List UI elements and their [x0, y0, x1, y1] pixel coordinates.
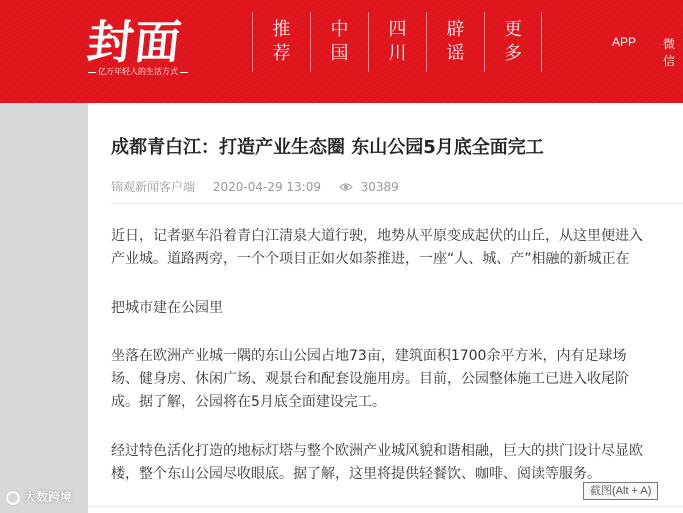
article-paragraph [111, 345, 683, 414]
paragraph-line: 产业城。道路两旁，一个个项目正如火如荼推进，一座“人、城、产”相融的新城正在 [111, 251, 630, 267]
nav-label: 辟谣 [446, 19, 465, 64]
eye-icon [339, 182, 353, 192]
nav-label: 推荐 [272, 19, 291, 64]
paragraph-line: 楼，整个东山公园尽收眼底。据了解，这里将提供轻餐饮、咖啡、阅读等服务。 [111, 466, 601, 482]
paragraph-line: 成。据了解，公园将在5月底全面建设完工。 [111, 394, 386, 410]
meta-divider [111, 203, 683, 204]
article-title: 成都青白江：打造产业生态圈 东山公园5月底全面完工 [111, 137, 544, 158]
article-meta [111, 178, 399, 195]
nav-item-sichuan[interactable] [368, 12, 426, 72]
app-link[interactable]: APP [612, 35, 637, 49]
article-card [88, 103, 683, 513]
watermark [6, 488, 72, 505]
nav-label: 中国 [330, 19, 349, 64]
article-source[interactable]: 锦观新闻客户端 [111, 180, 196, 194]
logo-text: 封面 [84, 15, 185, 69]
article-paragraph [111, 225, 683, 271]
nav-item-rumor[interactable] [426, 12, 484, 72]
nav-item-recommend[interactable] [252, 12, 310, 72]
nav-item-china[interactable] [310, 12, 368, 72]
page-bottom-edge [88, 506, 683, 513]
article-paragraph [111, 440, 683, 486]
watermark-text: 大数跨境 [24, 490, 73, 504]
article-datetime: 2020-04-29 13:09 [212, 180, 321, 194]
article-subheading [111, 297, 683, 320]
paragraph-line: 把城市建在公园里 [111, 300, 223, 316]
watermark-logo-icon [6, 491, 20, 505]
view-count: 30389 [360, 180, 399, 194]
logo-slogan: 亿万年轻人的生活方式 [86, 66, 198, 77]
paragraph-line: 坐落在欧洲产业城一隅的东山公园占地73亩，建筑面积1700余平方米，内有足球场 [111, 348, 627, 364]
nav-label: 更多 [504, 19, 522, 64]
site-logo[interactable] [84, 6, 202, 86]
nav-label: 四川 [388, 19, 407, 64]
nav-item-more[interactable] [484, 12, 542, 72]
paragraph-line: 经过特色活化打造的地标灯塔与整个欧洲产业城风貌和谐相融，巨大的拱门设计尽显欧 [111, 443, 643, 459]
wechat-link[interactable]: 微信 [663, 37, 676, 68]
site-header [0, 0, 683, 103]
paragraph-line: 近日，记者驱车沿着青白江清泉大道行驶，地势从平原变成起伏的山丘，从这里便进入 [111, 228, 643, 244]
screenshot-tooltip: 截图(Alt + A) [583, 482, 658, 500]
paragraph-line: 场、健身房、休闲广场、观景台和配套设施用房。目前，公园整体施工已进入收尾阶 [111, 371, 629, 387]
